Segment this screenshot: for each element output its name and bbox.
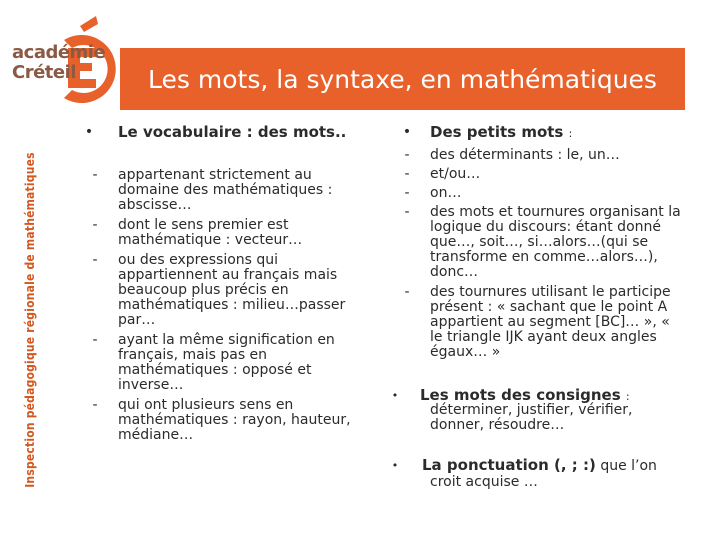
- left-item-2: dont le sens premier est mathématique : vecteur…: [118, 217, 303, 248]
- dash-icon: -: [404, 185, 410, 201]
- bullet-icon: •: [391, 459, 399, 472]
- logo-line-academie: académie: [12, 42, 106, 63]
- dash-icon: -: [404, 166, 410, 182]
- right-heading: [430, 125, 572, 141]
- ponctuation-suffix: que l’on: [600, 458, 657, 474]
- consignes-text: déterminer, justifier, vérifier, donner, résoudre…: [430, 402, 633, 433]
- logo-line-creteil: Créteil: [12, 62, 76, 83]
- dash-icon: -: [92, 167, 98, 183]
- sidebar-label: Inspection pédagogique régionale de mathématiques: [23, 152, 37, 488]
- bullet-icon: •: [402, 124, 412, 140]
- left-heading: Le vocabulaire : des mots..: [118, 123, 347, 141]
- academie-creteil-logo: [6, 12, 118, 104]
- title-bar: [120, 48, 685, 110]
- left-item-4: ayant la même signification en français, mais pas en mathématiques : opposé et inverse…: [118, 332, 335, 393]
- ponctuation-heading-label: La ponctuation (, ; :): [422, 456, 596, 474]
- right-item-3: on…: [430, 185, 462, 201]
- dash-icon: -: [92, 332, 98, 348]
- dash-icon: -: [404, 147, 410, 163]
- left-item-5: qui ont plusieurs sens en mathématiques : rayon, hauteur, médiane…: [118, 397, 351, 443]
- right-heading-colon: :: [568, 127, 573, 140]
- ponctuation-heading: [422, 458, 657, 474]
- dash-icon: -: [92, 217, 98, 233]
- page-title: Les mots, la syntaxe, en mathématiques: [148, 64, 657, 94]
- right-heading-label: Des petits mots: [430, 123, 564, 141]
- dash-icon: -: [404, 284, 410, 300]
- dash-icon: -: [404, 204, 410, 220]
- left-item-3: ou des expressions qui appartiennent au français mais beaucoup plus précis en mathématiques : milieu…passer par…: [118, 252, 346, 328]
- bullet-icon: •: [391, 389, 399, 402]
- right-item-1: des déterminants : le, un…: [430, 147, 620, 163]
- right-item-4: des mots et tournures organisant la logique du discours: étant donné que…, soit…, si…alors…(qui se transforme en comme…alors…), donc…: [430, 204, 681, 280]
- right-item-5: des tournures utilisant le participe présent : « sachant que le point A appartient au segment [BC]… », « le triangle IJK ayant deux angles égaux… »: [430, 284, 671, 360]
- consignes-colon: :: [625, 390, 630, 403]
- right-item-2: et/ou…: [430, 166, 481, 182]
- consignes-heading-label: Les mots des consignes: [420, 386, 621, 404]
- left-item-1: appartenant strictement au domaine des mathématiques : abscisse…: [118, 167, 333, 213]
- dash-icon: -: [92, 252, 98, 268]
- bullet-icon: •: [84, 124, 94, 140]
- dash-icon: -: [92, 397, 98, 413]
- sidebar: [12, 110, 48, 530]
- ponctuation-text: croit acquise …: [430, 474, 538, 490]
